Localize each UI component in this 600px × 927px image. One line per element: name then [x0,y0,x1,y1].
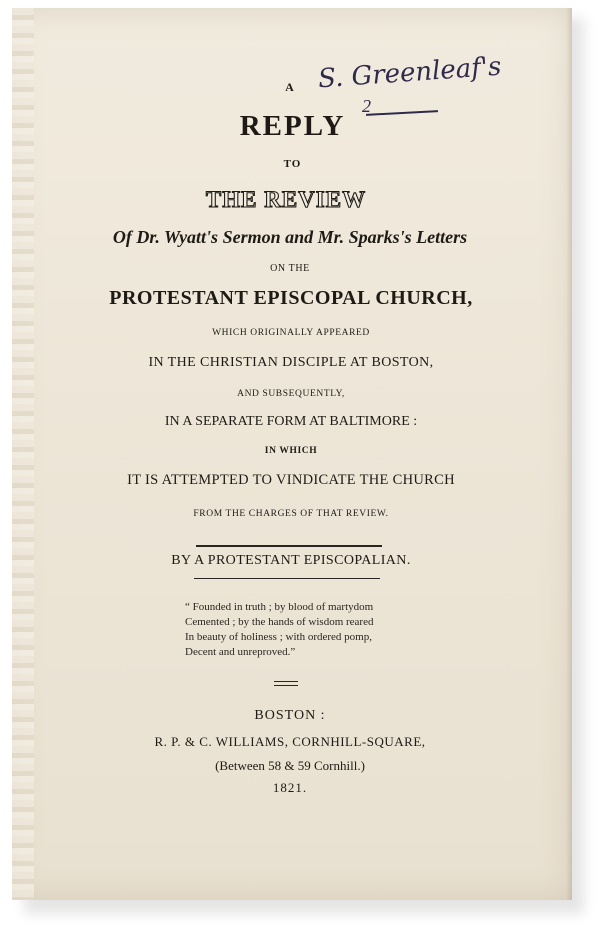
line-originally: WHICH ORIGINALLY APPEARED [212,328,370,338]
title-article: A [285,80,295,94]
epigraph-line: In beauty of holiness ; with ordered pomp, [185,631,372,643]
title-reply: REPLY [239,110,346,142]
epigraph-line: Decent and unreproved.” [185,646,296,658]
epigraph [185,600,373,660]
line-disciple: IN THE CHRISTIAN DISCIPLE AT BOSTON, [148,355,434,370]
imprint-city: BOSTON : [254,708,326,723]
imprint-year: 1821. [272,780,308,795]
line-charges: FROM THE CHARGES OF THAT REVIEW. [193,509,389,519]
title-the-review: THE REVIEW [205,187,367,212]
author-rule-bottom [194,578,380,579]
epigraph-line: “ Founded in truth ; by blood of martydom [185,601,374,613]
signature-mark: 2 [362,96,371,116]
line-in-which: IN WHICH [264,446,318,456]
title-to: TO [283,158,302,170]
title-subject: Of Dr. Wyatt's Sermon and Mr. Sparks's Letters [112,227,468,247]
imprint-divider [274,681,298,686]
line-subsequently: AND SUBSEQUENTLY, [237,389,345,399]
line-attempted: IT IS ATTEMPTED TO VINDICATE THE CHURCH [127,472,455,488]
line-baltimore: IN A SEPARATE FORM AT BALTIMORE : [164,414,418,429]
title-church: PROTESTANT EPISCOPAL CHURCH, [109,287,473,309]
imprint-publisher: R. P. & C. WILLIAMS, CORNHILL-SQUARE, [154,734,426,749]
owner-signature: S. Greenleaf's [317,51,503,95]
epigraph-line: Cemented ; by the hands of wisdom reared [185,616,374,628]
title-on-the: ON THE [270,263,310,274]
author-line: BY A PROTESTANT EPISCOPALIAN. [171,553,411,568]
imprint-address: (Between 58 & 59 Cornhill.) [215,758,365,773]
author-rule-top [196,545,382,547]
